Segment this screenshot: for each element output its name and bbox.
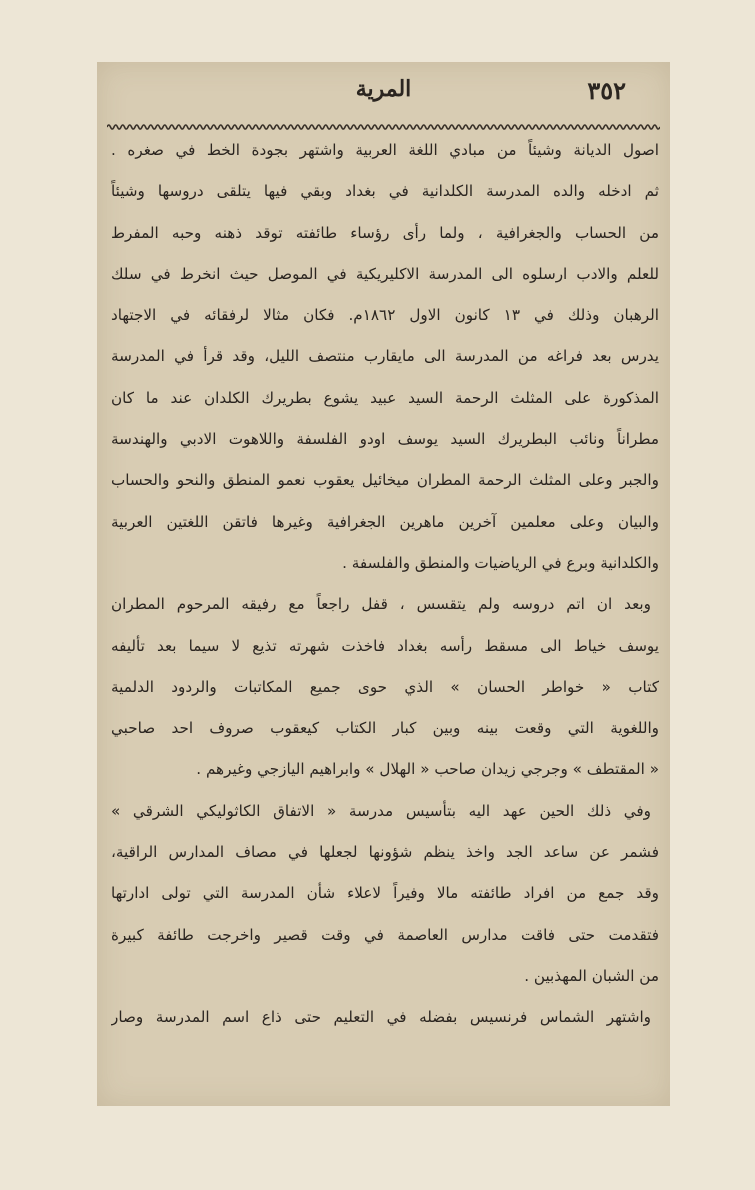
text-line: واشتهر الشماس فرنسيس بفضله في التعليم حتى ذاع اسم المدرسة وصار [111, 1008, 651, 1027]
text-line: واللغوية التي وقعت بينه وبين كبار الكتاب كيعقوب صروف احد صاحبي [111, 719, 659, 738]
text-line: من الشبان المهذبين . [524, 966, 659, 985]
text-line: من الحساب والجغرافية ، ولما رأى رؤساء طائفته توقد ذهنه وحبه المفرط [111, 223, 659, 242]
page-number: ٣٥٢ [587, 76, 626, 105]
book-page [97, 62, 670, 1106]
text-line: يوسف خياط الى مسقط رأسه بغداد فاخذت شهرته تذيع لا سيما بعد تأليفه [111, 636, 659, 655]
text-line: فتقدمت حتى فاقت مدارس العاصمة في وقت قصير واخرجت طائفة كبيرة [111, 925, 659, 944]
text-line: « المقتطف » وجرجي زيدان صاحب « الهلال » وابراهيم اليازجي وغيرهم . [196, 760, 659, 779]
text-line: يدرس بعد فراغه من المدرسة الى مايقارب منتصف الليل، وقد قرأ في المدرسة [111, 347, 659, 366]
text-line: والكلدانية وبرع في الرياضيات والمنطق والفلسفة . [342, 553, 659, 572]
text-line: وفي ذلك الحين عهد اليه بتأسيس مدرسة « الاتفاق الكاثوليكي الشرقي » [111, 801, 651, 820]
text-line: مطراناً ونائب البطريرك السيد يوسف اودو الفلسفة واللاهوت الادبي والهندسة [111, 430, 659, 449]
text-line: للعلم والادب ارسلوه الى المدرسة الاكليريكية في الموصل حيث انخرط في سلك [111, 264, 659, 283]
text-line: كتاب « خواطر الحسان » الذي حوى جميع المكاتبات والردود الدلمية [111, 677, 659, 696]
text-line: والبيان وعلى معلمين آخرين ماهرين الجغرافية وغيرها فاتقن اللغتين العربية [111, 512, 659, 531]
text-line: ثم ادخله والده المدرسة الكلدانية في بغداد وبقي فيها يتلقى دروسها وشيئاً [111, 182, 659, 201]
text-line: فشمر عن ساعد الجد واخذ ينظم شؤونها لجعلها في مصاف المدارس الراقية، [111, 843, 659, 862]
text-line: والجبر وعلى المثلث الرحمة المطران ميخائيل يعقوب نعمو المنطق والنحو والحساب [111, 471, 659, 490]
page-header [97, 76, 670, 112]
text-line: الرهبان وذلك في ١٣ كانون الاول ١٨٦٢م. فكان مثالا لرفقائه في الاجتهاد [111, 306, 659, 325]
body-text [111, 130, 659, 1039]
text-line: وقد جمع من افراد طائفته مالا وفيراً لاعلاء شأن المدرسة التي تولى ادارتها [111, 884, 659, 903]
text-line: المذكورة على المثلث الرحمة السيد عبيد يشوع بطريرك الكلدان عند ما كان [111, 388, 659, 407]
text-line: وبعد ان اتم دروسه ولم يتقسس ، قفل راجعاً مع رفيقه المرحوم المطران [111, 595, 651, 614]
text-line: اصول الديانة وشيئاً من مبادي اللغة العربية واشتهر بجودة الخط في صغره . [111, 141, 659, 159]
running-title: المرية [355, 76, 412, 102]
